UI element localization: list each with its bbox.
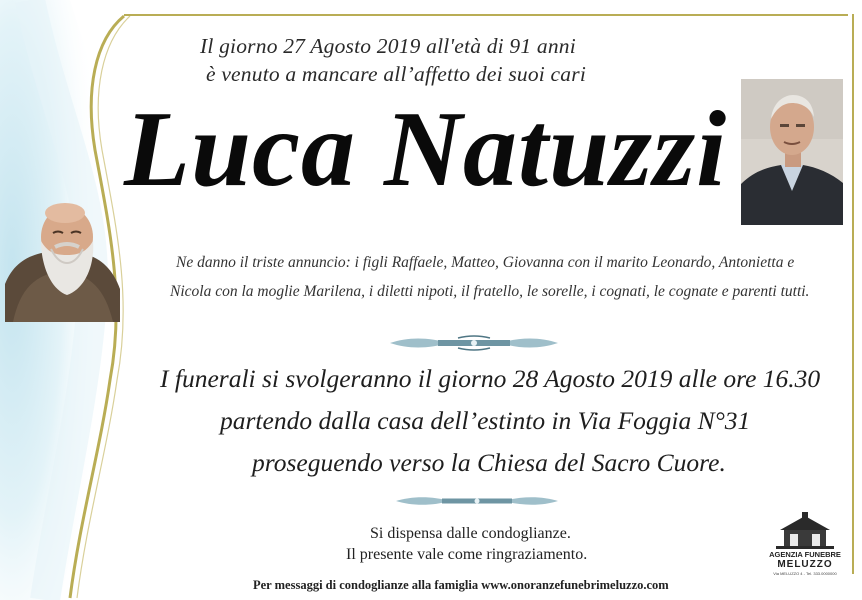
intro-line-2: è venuto a mancare all’affetto dei suoi cari (206, 62, 586, 86)
deceased-name: Luca Natuzzi (124, 90, 728, 209)
funeral-line-3: proseguendo verso la Chiesa del Sacro Cuore. (252, 448, 726, 477)
top-border (124, 14, 848, 16)
saint-portrait (5, 189, 120, 322)
agency-logo (762, 512, 848, 578)
footer-text: Per messaggi di condoglianze alla famiglia www.onoranzefunebrimeluzzo.com (253, 578, 669, 592)
deceased-photo (741, 79, 843, 225)
right-border (852, 14, 854, 574)
closing-line-2: Il presente vale come ringraziamento. (346, 546, 588, 563)
announcement-line-2: Nicola con la moglie Marilena, i diletti nipoti, il fratello, le sorelle, i cognati, le cognate e parenti tutti. (170, 283, 810, 300)
intro-line-1: Il giorno 27 Agosto 2019 all'età di 91 anni (200, 34, 576, 58)
funeral-line-2: partendo dalla casa dell’estinto in Via Foggia N°31 (220, 406, 751, 435)
ornament-divider-icon (394, 494, 560, 508)
closing-line-1: Si dispensa dalle condoglianze. (370, 525, 571, 542)
ornament-divider-icon (388, 335, 560, 351)
agency-name-line-1: AGENZIA FUNEBRE (769, 550, 841, 559)
funeral-line-1: I funerali si svolgeranno il giorno 28 Agosto 2019 alle ore 16.30 (160, 364, 821, 393)
agency-logo-icon (762, 512, 848, 552)
agency-name-line-2: MELUZZO (777, 559, 833, 570)
agency-address: Via MELUZZO 4 - Tel. 333.0000000 (773, 571, 837, 576)
announcement-line-1: Ne danno il triste annuncio: i figli Raffaele, Matteo, Giovanna con il marito Leonardo, Antonietta e (176, 254, 795, 271)
